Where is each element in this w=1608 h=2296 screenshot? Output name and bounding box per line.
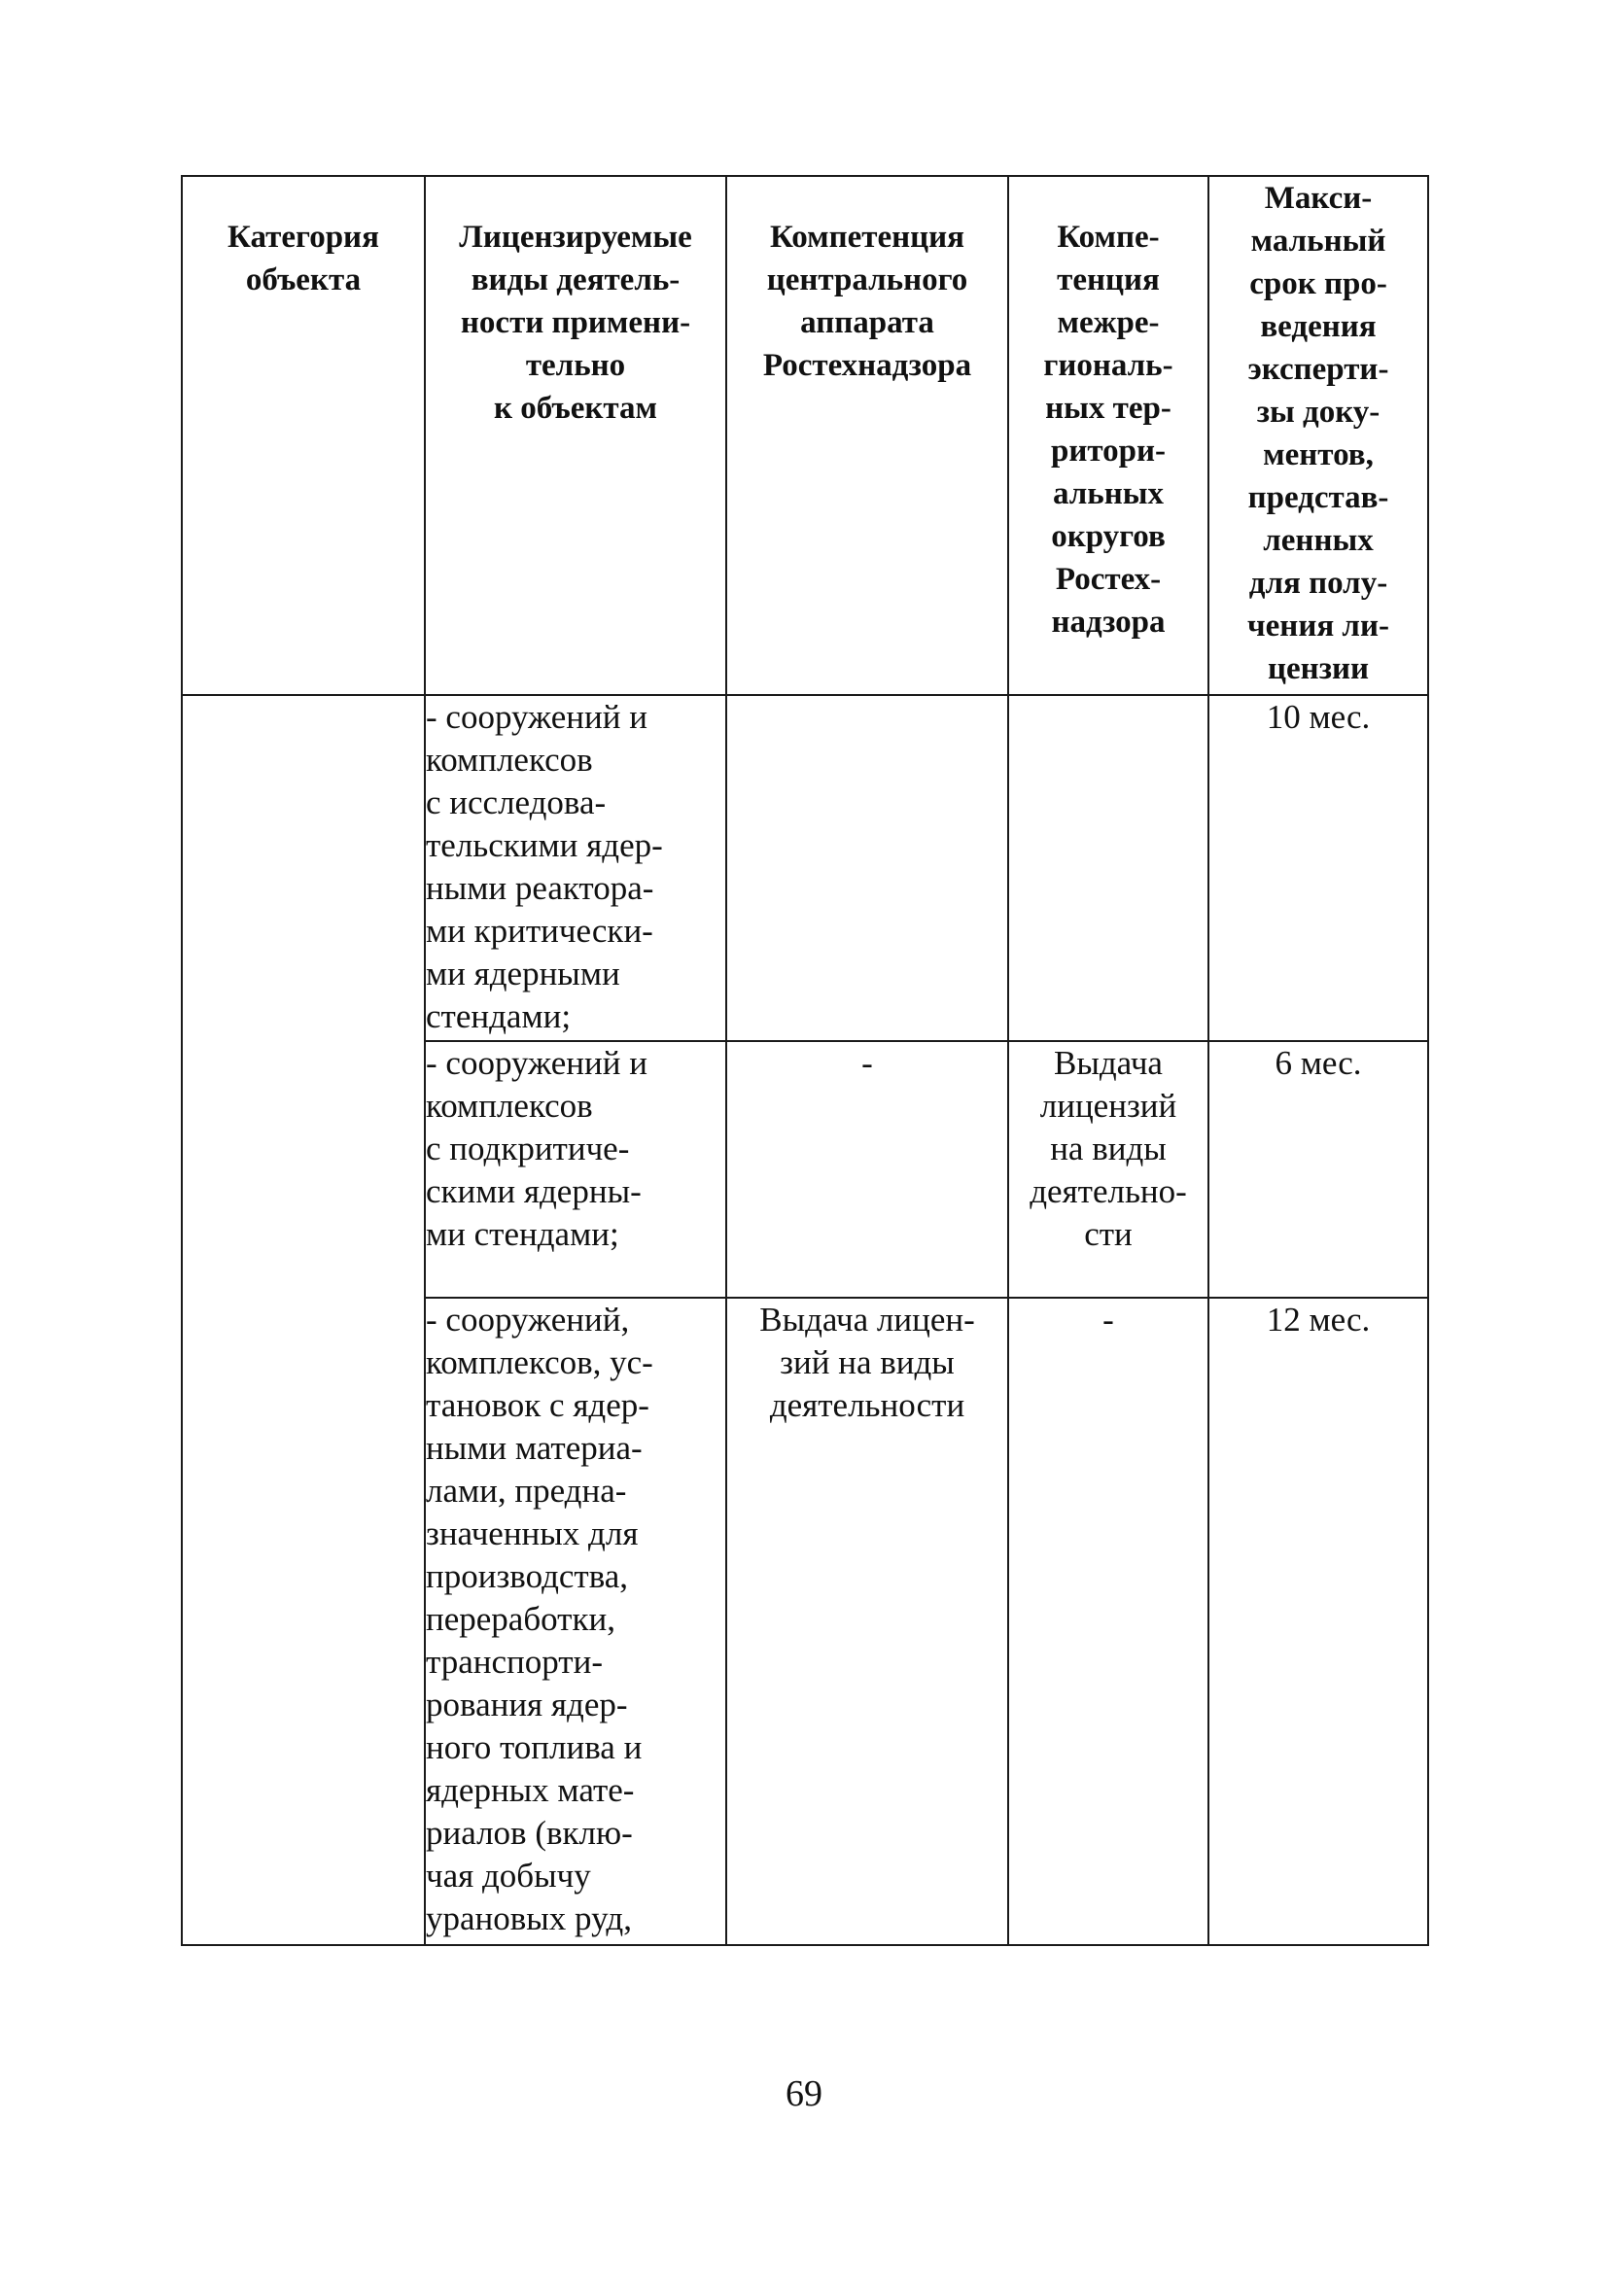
activity-cell: - сооружений и комплексов с подкритиче- скими ядерны- ми стендами; [425, 1041, 726, 1298]
regional-cell: Выдача лицензий на виды деятельно- сти [1008, 1041, 1208, 1298]
activity-cell: - сооружений, комплексов, ус- тановок с ядер- ными материа- лами, предна- значенных для производства, переработки, транспорти- рования ядер- ного топлива и ядерных мате- риалов (вклю- чая добычу урановых руд, [425, 1298, 726, 1945]
term-cell: 10 мес. [1208, 695, 1428, 1041]
category-cell [182, 695, 425, 1945]
central-cell [726, 695, 1008, 1041]
table-header-row [182, 176, 1428, 695]
header-regional-competence: Компе- тенция межре- гиональ- ных тер- ритори- альных округов Ростех- надзора [1008, 176, 1208, 695]
regional-cell [1008, 695, 1208, 1041]
header-category: Категория объекта [182, 176, 425, 695]
regional-cell: - [1008, 1298, 1208, 1945]
table-row [182, 695, 1428, 1041]
header-max-term: Макси- мальный срок про- ведения эксперти- зы доку- ментов, представ- ленных для полу- чения ли- цензии [1208, 176, 1428, 695]
term-cell: 12 мес. [1208, 1298, 1428, 1945]
header-central-competence: Компетенция центрального аппарата Ростехнадзора [726, 176, 1008, 695]
page-number: 69 [786, 2073, 822, 2114]
central-cell: - [726, 1041, 1008, 1298]
licensing-table [181, 175, 1429, 1946]
term-cell: 6 мес. [1208, 1041, 1428, 1298]
central-cell: Выдача лицен- зий на виды деятельности [726, 1298, 1008, 1945]
header-activity: Лицензируемые виды деятель- ности примени- тельно к объектам [425, 176, 726, 695]
activity-cell: - сооружений и комплексов с исследова- тельскими ядер- ными реактора- ми критически- ми ядерными стендами; [425, 695, 726, 1041]
